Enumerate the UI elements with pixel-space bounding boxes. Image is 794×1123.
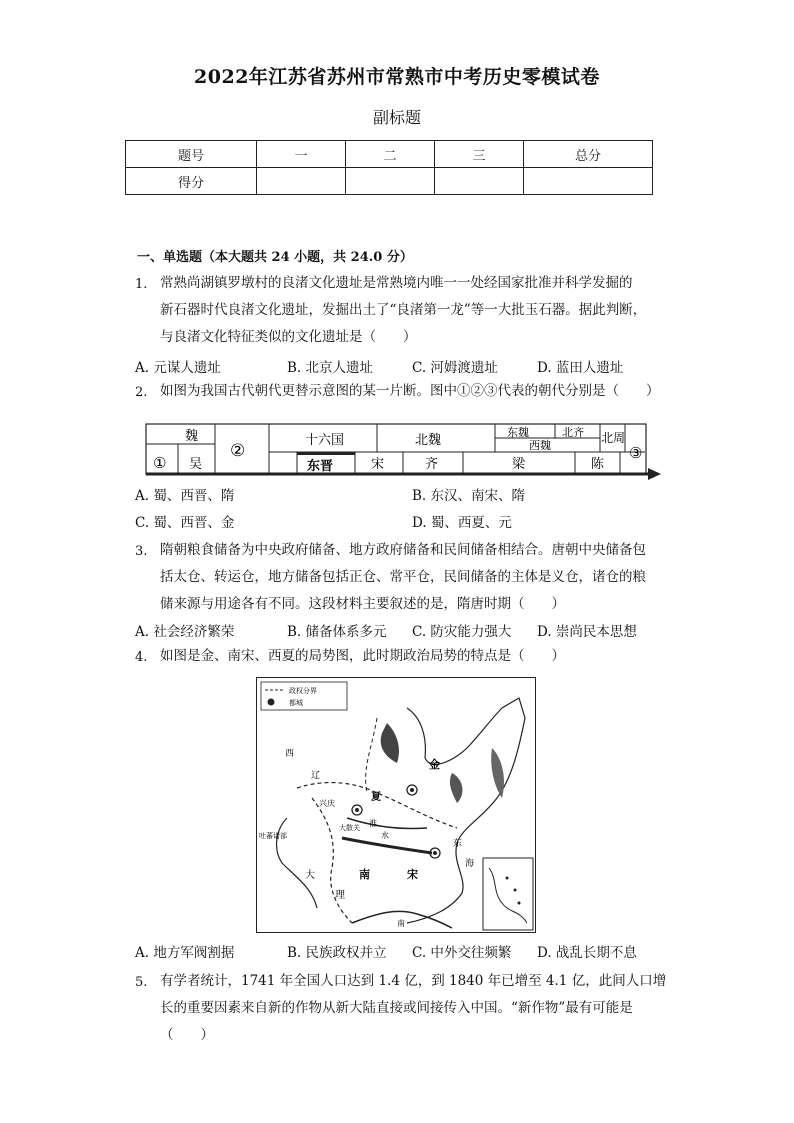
option-b[interactable]: B. 储备体系多元: [287, 624, 387, 640]
map-label: 东: [453, 839, 463, 849]
question-line: 长的重要因素来自新的作物从新大陆直接或间接传入中国。“新作物”最有可能是: [160, 1000, 633, 1016]
table-cell: 一: [257, 141, 346, 168]
marker-label: ①: [153, 454, 167, 472]
option-c[interactable]: C. 河姆渡遗址: [412, 360, 498, 376]
table-cell: 题号: [126, 141, 257, 168]
option-a[interactable]: A. 元谋人遗址: [135, 360, 221, 376]
score-table: [125, 140, 653, 195]
map-label: 夏: [371, 792, 381, 803]
bohai-sea: [381, 723, 399, 763]
capital-icon: [268, 699, 275, 706]
score-input-cell: [435, 168, 524, 195]
score-input-cell: [346, 168, 435, 195]
question-line: 有学者统计，1741 年全国人口达到 1.4 亿，到 1840 年已增至 4.1 亿，此间人口增: [160, 973, 667, 989]
map-label: 大散关: [339, 824, 360, 832]
option-c[interactable]: C. 防灾能力强大: [412, 624, 512, 640]
map-label: 理: [335, 890, 345, 901]
table-cell: 三: [435, 141, 524, 168]
question-text: [160, 270, 646, 351]
option-b[interactable]: B. 北京人遗址: [287, 360, 374, 376]
japan-island: [491, 748, 504, 798]
map-label: 淮: [369, 819, 377, 828]
capital-icon: [410, 788, 414, 792]
boundary-line: [366, 718, 377, 793]
question-line: 新石器时代良渚文化遗址，发掘出土了“良渚第一龙”等一大批玉石器。据此判断，: [160, 302, 647, 318]
dynasty-label: 东晋: [307, 459, 334, 474]
dynasty-label: 梁: [512, 457, 526, 472]
question-text: [160, 378, 660, 405]
map-label: 吐蕃诸部: [259, 832, 287, 840]
dynasty-timeline-figure: [145, 422, 665, 482]
table-cell: 总分: [524, 141, 653, 168]
legend-label: 都城: [289, 699, 303, 707]
arrow-icon: [648, 468, 661, 480]
question-line: 隋朝粮食储备为中央政府储备、地方政府储备和民间储备相结合。唐朝中央储备包: [160, 542, 646, 558]
question-line: （ ）: [160, 1027, 214, 1043]
dynasty-label: 陈: [591, 457, 605, 472]
question-text: [160, 537, 646, 618]
question-number: 3.: [135, 544, 148, 559]
dynasty-label: 北齐: [562, 426, 584, 439]
dynasty-label: 齐: [425, 457, 439, 472]
option-b[interactable]: B. 东汉、南宋、隋: [412, 488, 526, 504]
option-d[interactable]: D. 蓝田人遗址: [537, 360, 624, 376]
option-a[interactable]: A. 地方军阀割据: [135, 945, 235, 961]
legend-label: 政权分界: [289, 687, 317, 695]
option-d[interactable]: D. 蜀、西夏、元: [412, 515, 512, 531]
map-label: 金: [429, 758, 440, 771]
option-a[interactable]: A. 社会经济繁荣: [135, 624, 235, 640]
question-line: 如图是金、南宋、西夏的局势图，此时期政治局势的特点是（ ）: [160, 648, 565, 664]
dynasty-label: 宋: [371, 457, 385, 472]
map-label: 辽: [311, 771, 321, 781]
dynasty-label: 东魏: [507, 426, 529, 439]
map-label: 宋: [407, 868, 418, 881]
korea-peninsula: [450, 773, 463, 803]
marker-label: ②: [230, 441, 246, 461]
page-subtitle: 副标题: [372, 108, 421, 127]
dynasty-label: 魏: [185, 429, 199, 444]
page-title: 2022年江苏省苏州市常熟市中考历史零模试卷: [194, 66, 600, 88]
option-d[interactable]: D. 战乱长期不息: [537, 945, 637, 961]
song-jin-xixia-map: [256, 677, 536, 933]
question-number: 1.: [135, 277, 148, 292]
option-c[interactable]: C. 蜀、西晋、金: [135, 515, 235, 531]
map-label: 兴庆: [319, 799, 335, 808]
question-line: 常熟尚湖镇罗墩村的良渚文化遗址是常熟境内唯一一处经国家批准并科学发掘的: [160, 275, 633, 291]
question-number: 5.: [135, 975, 148, 990]
map-label: 西: [285, 749, 295, 759]
option-b[interactable]: B. 民族政权并立: [287, 945, 387, 961]
question-line: 与良渚文化特征类似的文化遗址是（ ）: [160, 329, 417, 345]
question-text: [160, 968, 666, 1049]
question-line: 括太仓、转运仓，地方储备包括正仓、常平仓，民间储备的主体是义仓，诸仓的粮: [160, 569, 646, 585]
table-row: [126, 168, 653, 195]
option-a[interactable]: A. 蜀、西晋、隋: [135, 488, 235, 504]
table-row: [126, 141, 653, 168]
question-line: 如图为我国古代朝代更替示意图的某一片断。图中①②③代表的朝代分别是（ ）: [160, 383, 660, 399]
map-label: 水: [381, 831, 389, 840]
question-text: [160, 643, 565, 670]
map-label: 南: [359, 868, 370, 881]
question-line: 储来源与用途各有不同。这段材料主要叙述的是，隋唐时期（ ）: [160, 596, 565, 612]
score-input-cell: [257, 168, 346, 195]
dynasty-label: 十六国: [305, 433, 345, 448]
marker-label: ③: [629, 444, 643, 462]
option-d[interactable]: D. 崇尚民本思想: [537, 624, 637, 640]
capital-icon: [433, 851, 437, 855]
dynasty-label: 北周: [601, 431, 626, 445]
capital-icon: [355, 808, 359, 812]
map-label: 海: [465, 859, 475, 869]
score-input-cell: [524, 168, 653, 195]
map-label: 南: [397, 919, 405, 928]
table-cell: 得分: [126, 168, 257, 195]
question-number: 4.: [135, 650, 148, 665]
option-c[interactable]: C. 中外交往频繁: [412, 945, 512, 961]
dynasty-label: 吴: [189, 457, 203, 472]
dynasty-label: 北魏: [415, 433, 442, 448]
inset-map: [483, 858, 533, 930]
dynasty-label: 西魏: [529, 439, 551, 452]
river-line: [342, 838, 432, 853]
map-svg: [257, 678, 535, 932]
section-heading: 一、单选题（本大题共 24 小题，共 24.0 分）: [137, 250, 413, 265]
table-cell: 二: [346, 141, 435, 168]
question-number: 2.: [135, 385, 148, 400]
boundary-line: [312, 798, 352, 923]
map-label: 大: [305, 870, 315, 881]
